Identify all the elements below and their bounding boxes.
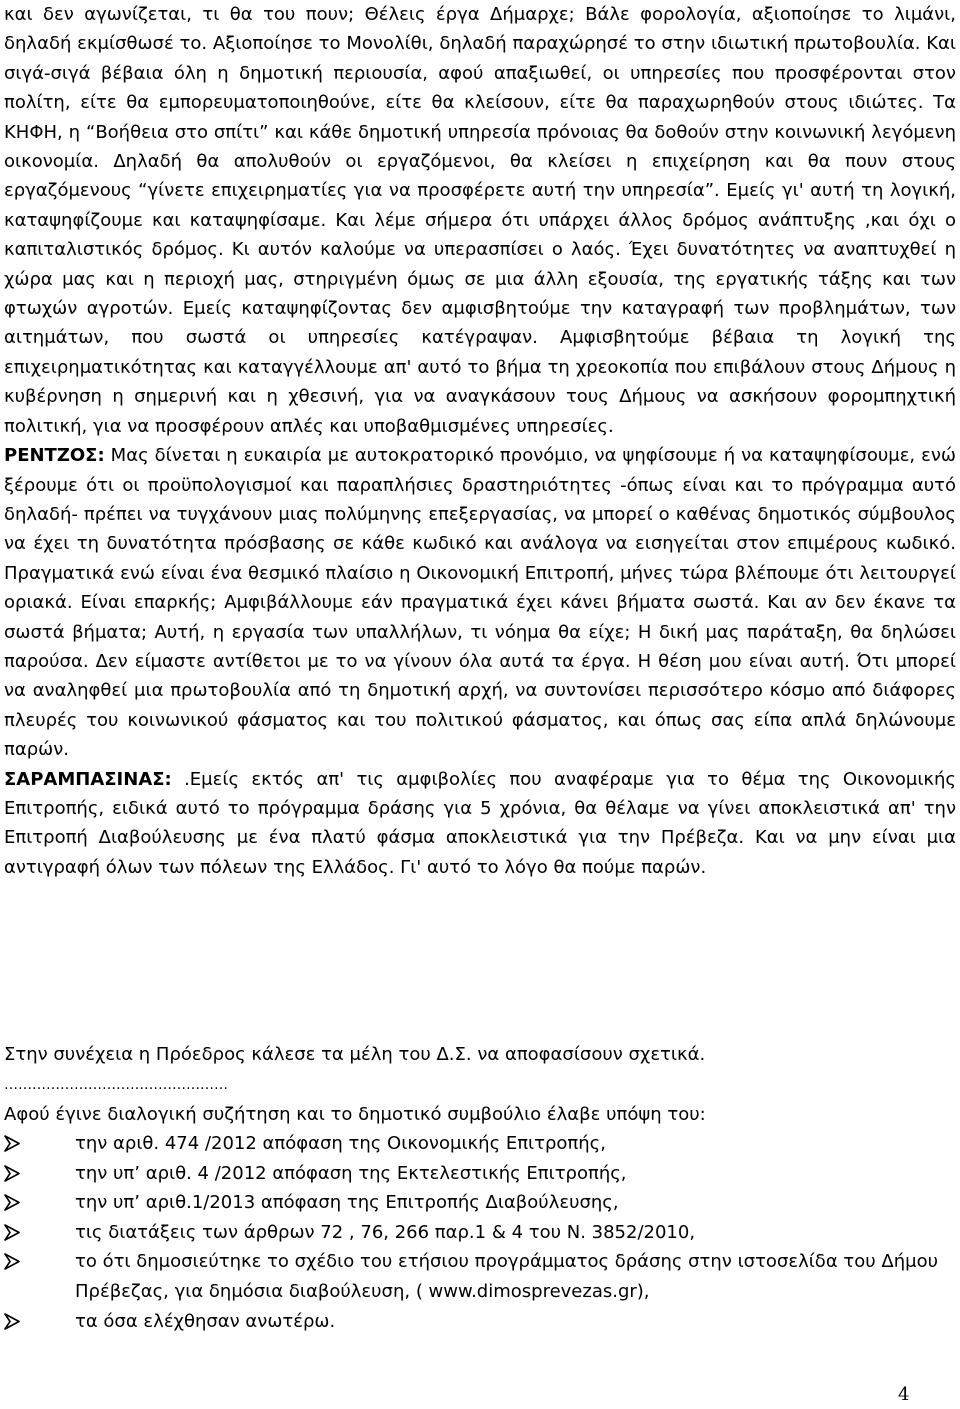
arrowhead-bullet-icon [4,1165,20,1182]
list-item-text: τα όσα ελέχθησαν ανωτέρω. [75,1310,336,1332]
minutes-body [4,0,956,882]
list-item [4,1218,956,1248]
list-item-text: τις διατάξεις των άρθρων 72 , 76, 266 παρ.1 & 4 του Ν. 3852/2010, [75,1221,696,1243]
arrowhead-bullet-icon [4,1224,20,1241]
considerations-list [4,1129,956,1336]
list-item-text: την αριθ. 474 /2012 απόφαση της Οικονομικής Επιτροπής, [75,1133,606,1154]
paragraph-text: Μας δίνεται η ευκαιρία με αυτοκρατορικό προνόμιο, να ψηφίσουμε ή να καταψηφίσουμε, ενώ ξέρουμε ότι οι προϋπολογισμοί και παραπλήσιες δραστηριότητες -όπως είναι και το πρόγραμμα αυτό δηλαδή- πρέπει να τυγχάνουν μιας πολύμηνης επεξεργασίας, να μπορεί ο καθένας δημοτικός σύμβουλος να έχει τη δυνατότητα πρόσβασης σε κάθε κωδικό και ανάλογα να εισηγείται στον επιμέρους κωδικό. Πραγματικά ενώ είναι ένα θεσμικό πλαίσιο η Οικονομική Επιτροπή, μήνες τώρα βλέπουμε ότι λειτουργεί οριακά. Είναι επαρκής; Αμφιβάλλουμε εάν πραγματικά έχει κάνει βήματα σωστά. Και αν δεν έκανε τα σωστά βήματα; Αυτή, η εργασία των υπαλλήλων, τι νόημα θα είχε; Η δική μας παράταξη, θα δηλώσει παρούσα. Δεν είμαστε αντίθετοι με το να γίνουν όλα αυτά τα έργα. Η θέση μου είναι αυτή. Ότι μπορεί να αναληφθεί μια πρωτοβουλία από τη δημοτική αρχή, να συντονίσει περισσότερο κόσμο από διάφορες πλευρές του κοινωνικού φάσματος και του πολιτικού φάσματος, και όπως σας είπα απλά δηλώνουμε παρών. [4,445,956,761]
list-item [4,1307,956,1337]
speaker-name: ΡΕΝΤΖΟΣ: [4,445,105,467]
paragraph-text: .Εμείς εκτός απ' τις αμφιβολίες που αναφέραμε για το θέμα της Οικονομικής Επιτροπής, ειδικά αυτό το πρόγραμμα δράσης για 5 χρόνια, θα θέλαμε να γίνει αποκλειστικά απ' την Επιτροπή Διαβούλευσης με ένα πλατύ φάσμα αποκλειστικά για την Πρέβεζα. Και να μην είναι μια αντιγραφή όλων των πόλεων της Ελλάδος. Γι' αυτό το λόγο θα πούμε παρών. [4,768,956,878]
list-item [4,1247,956,1306]
president-call-line: Στην συνέχεια η Πρόεδρος κάλεσε τα μέλη του Δ.Σ. να αποφασίσουν σχετικά. [4,1044,706,1065]
list-item-text: το ότι δημοσιεύτηκε το σχέδιο του ετήσιου προγράμματος δράσης στην ιστοσελίδα του Δήμου Πρέβεζας, για δημόσια διαβούλευση, ( www.dimosprevezas.gr), [75,1251,938,1302]
arrowhead-bullet-icon [4,1313,20,1330]
arrowhead-bullet-icon [4,1135,20,1152]
dotted-separator: ………………………………………… [4,1077,228,1093]
page-number: 4 [898,1384,910,1405]
list-item [4,1159,956,1189]
list-item-text: την υπ’ αριθ. 4 /2012 απόφαση της Εκτελεστικής Επιτροπής, [75,1162,627,1184]
paragraph-opening-speech [4,0,956,441]
arrowhead-bullet-icon [4,1194,20,1211]
paragraph-sarampasinas [4,765,956,883]
paragraph-rentzos [4,441,956,764]
speaker-name: ΣΑΡΑΜΠΑΣΙΝΑΣ: [4,768,172,790]
consideration-intro: Αφού έγινε διαλογική συζήτηση και το δημοτικό συμβούλιο έλαβε υπόψη του: [4,1104,706,1125]
list-item [4,1188,956,1218]
list-item-text: την υπ’ αριθ.1/2013 απόφαση της Επιτροπής Διαβούλευσης, [75,1192,619,1214]
list-item [4,1129,956,1159]
paragraph-text: και δεν αγωνίζεται, τι θα του πουν; Θέλεις έργα Δήμαρχε; Βάλε φορολογία, αξιοποίησε το λιμάνι, δηλαδή εκμίσθωσέ το. Αξιοποίησε το Μονολίθι, δηλαδή παραχώρησέ το στην ιδιωτική πρωτοβουλία. Και σιγά-σιγά βέβαια όλη η δημοτική περιουσία, αφού απαξιωθεί, οι υπηρεσίες που προσφέρονται στον πολίτη, είτε θα εμπορευματοποιηθούνε, είτε θα κλείσουν, είτε θα παραχωρηθούν στους ιδιώτες. Τα ΚΗΦΗ, η “Βοήθεια στο σπίτι” και κάθε δημοτική υπηρεσία πρόνοιας θα δοθούν στην κοινωνική λεγόμενη οικονομία. Δηλαδή θα απολυθούν οι εργαζόμενοι, θα κλείσει η επιχείρηση και θα πουν στους εργαζόμενους “γίνετε επιχειρηματίες για να προσφέρετε αυτή την υπηρεσία”. Εμείς γι' αυτή τη λογική, καταψηφίζουμε και καταψηφίσαμε. Και λέμε σήμερα ότι υπάρχει άλλος δρόμος ανάπτυξης ,και όχι ο καπιταλιστικός δρόμος. Κι αυτόν καλούμε να υπερασπίσει ο λαός. Έχει δυνατότητες να αναπτυχθεί η χώρα μας και η περιοχή μας, στηριγμένη όμως σε μια άλλη εξουσία, της εργατικής τάξης και των φτωχών αγροτών. Εμείς καταψηφίζοντας δεν αμφισβητούμε την καταγραφή των προβλημάτων, των αιτημάτων, που σωστά οι υπηρεσίες κατέγραψαν. Αμφισβητούμε βέβαια τη λογική της επιχειρηματικότητας και καταγγέλλουμε απ' αυτό το βήμα τη χρεοκοπία που επιβάλουν στους Δήμους η κυβέρνηση η σημερινή και η χθεσινή, για να αναγκάσουν τους Δήμους να ασκήσουν φορομπηχτική πολιτική, για να προσφέρουν απλές και υποβαθμισμένες υπηρεσίες. [4,4,956,437]
arrowhead-bullet-icon [4,1253,20,1270]
